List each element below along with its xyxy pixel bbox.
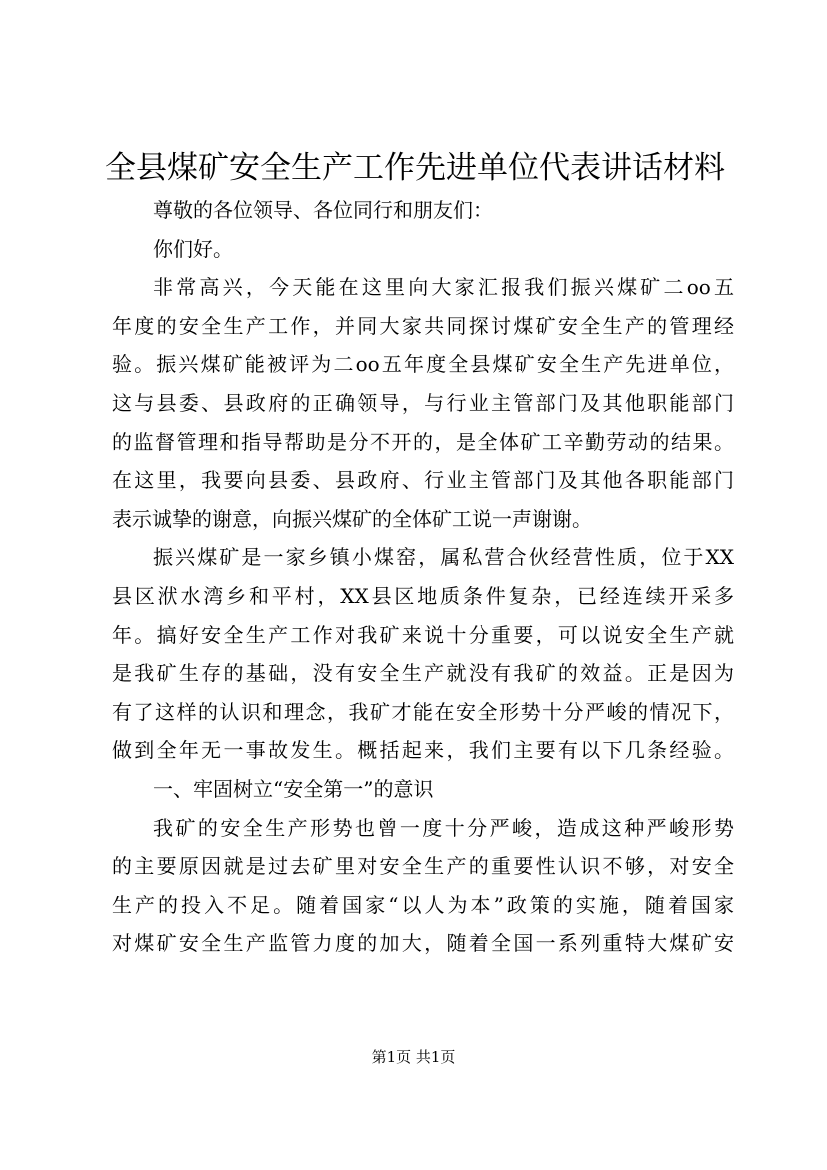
paragraph-line: 年。搞好安全生产工作对我矿来说十分重要，可以说安全生产就 — [112, 622, 734, 647]
paragraph-line: 做到全年无一事故发生。概括起来，我们主要有以下几条经验。 — [112, 738, 734, 763]
paragraph-line: 的主要原因就是过去矿里对安全生产的重要性认识不够，对安全 — [112, 854, 734, 879]
paragraph-line: 我矿的安全生产形势也曾一度十分严峻，造成这种严峻形势 — [153, 815, 734, 840]
paragraph-line: 表示诚挚的谢意，向振兴煤矿的全体矿工说一声谢谢。 — [112, 506, 592, 531]
paragraph-line: 的监督管理和指导帮助是分不开的，是全体矿工辛勤劳动的结果。 — [112, 429, 734, 454]
paragraph-line: 对煤矿安全生产监管力度的加大，随着全国一系列重特大煤矿安 — [112, 931, 734, 956]
greeting-line: 你们好。 — [153, 236, 233, 261]
paragraph-line: 在这里，我要向县委、县政府、行业主管部门及其他各职能部门 — [112, 468, 734, 493]
paragraph-line: 非常高兴，今天能在这里向大家汇报我们振兴煤矿二oo五 — [153, 275, 734, 300]
paragraph-line: 有了这样的认识和理念，我矿才能在安全形势十分严峻的情况下， — [112, 699, 734, 724]
paragraph-line: 验。振兴煤矿能被评为二oo五年度全县煤矿安全生产先进单位， — [112, 352, 734, 377]
section-heading: 一、牢固树立“安全第一”的意识 — [153, 776, 434, 801]
page-number-footer: 第1页 共1页 — [371, 1048, 456, 1066]
paragraph-line: 这与县委、县政府的正确领导，与行业主管部门及其他职能部门 — [112, 390, 734, 415]
salutation-line: 尊敬的各位领导、各位同行和朋友们： — [153, 198, 493, 222]
paragraph-line: 县区洑水湾乡和平村，XX县区地质条件复杂，已经连续开采多 — [112, 583, 734, 608]
document-title: 全县煤矿安全生产工作先进单位代表讲话材料 — [105, 150, 725, 186]
paragraph-line: 是我矿生存的基础，没有安全生产就没有我矿的效益。正是因为 — [112, 661, 734, 686]
paragraph-line: 年度的安全生产工作，并同大家共同探讨煤矿安全生产的管理经 — [112, 313, 734, 338]
paragraph-line: 振兴煤矿是一家乡镇小煤窑，属私营合伙经营性质，位于XX — [153, 545, 734, 570]
paragraph-line: 生产的投入不足。随着国家“以人为本”政策的实施，随着国家 — [112, 892, 734, 917]
document-body — [112, 191, 734, 963]
